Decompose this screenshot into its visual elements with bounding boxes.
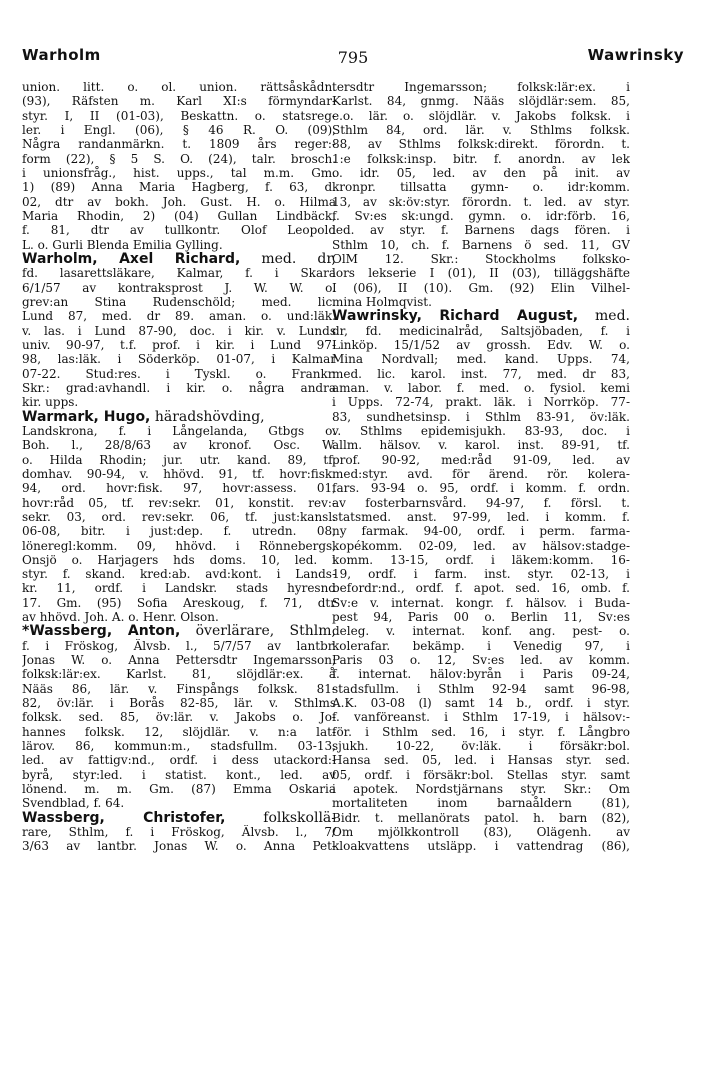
text-line: med:styr. avd. för ärend. rör. kolera-: [332, 466, 630, 481]
text-line: komm. 13-15, ordf. i läkem:komm. 16-: [332, 552, 630, 567]
text-line: Sv:e v. internat. kongr. f. hälsov. i Buda-: [332, 595, 630, 610]
text-line: f. internat. hälov:byrån i Paris 09-24,: [332, 667, 630, 682]
text-line: Mina Nordvall; med. kand. Upps. 74,: [332, 352, 630, 367]
text-line: hovr:råd 05, tf. rev:sekr. 01, konstit. rev:-: [22, 495, 336, 510]
text-line: f. Sv:es sk:ungd. gymn. o. idr:förb. 16,: [332, 208, 630, 223]
text-line: mina Holmqvist.: [332, 294, 432, 309]
text-line: Wawrinsky, Richard August, med.: [332, 309, 630, 324]
text-line: mortaliteten inom barnaåldern (81),: [332, 796, 630, 811]
text-line: för. i Sthlm sed. 16, i styr. f. Långbro: [332, 724, 630, 739]
text-line: e.o. lär. o. slöjdlär. v. Jakobs folksk. i: [332, 108, 630, 123]
text-line: folksk. sed. 85, öv:lär. v. Jakobs o. Jo-: [22, 710, 336, 725]
text-line: I (06), II (10). Gm. (92) Elin Vilhel-: [332, 280, 630, 295]
text-line: Paris 03 o. 12, Sv:es led. av komm.: [332, 653, 630, 668]
text-line: i apotek. Nordstjärnans styr. Skr.: Om: [332, 782, 630, 797]
text-line: i unionsfråg., hist. upps., tal m.m. Gm.: [22, 165, 336, 180]
text-line: Maria Rhodin, 2) (04) Gullan Lindbäck,: [22, 208, 336, 223]
text-line: Onsjö o. Harjagers hds doms. 10, led. i: [22, 552, 336, 567]
text-line: 1:e folksk:insp. bitr. f. anordn. av lek: [332, 151, 630, 166]
text-line: stadsfullm. i Sthlm 92-94 samt 96-98,: [332, 681, 630, 696]
running-head-left: Warholm: [22, 46, 101, 64]
text-line: kolerafar. bekämp. i Venedig 97, i: [332, 638, 630, 653]
entry-name: *Wassberg, Anton,: [22, 624, 181, 639]
text-line: sjukh. 10-22, öv:läk. i försäkr:bol.: [332, 739, 630, 754]
text-line: befordr:nd., ordf. f. apot. sed. 16, omb. f.: [332, 581, 630, 596]
text-line: *Wassberg, Anton, överlärare, Sthlm,: [22, 624, 336, 639]
text-line: Sthlm 10, ch. f. Barnens ö sed. 11, GV: [332, 237, 630, 252]
text-line: o. Hilda Rhodin; jur. utr. kand. 89, tf.: [22, 452, 336, 467]
text-line: av fosterbarnsvård. 94-97, f. försl. t.: [332, 495, 630, 510]
text-line: 19, ordf. i farm. inst. styr. 02-13, i: [332, 567, 630, 582]
text-line: Svendblad, f. 64.: [22, 796, 125, 811]
text-line: (93), Räfsten m. Karl XI:s förmyndar-: [22, 94, 336, 109]
text-line: Karlst. 84, gnmg. Nääs slöjdlär:sem. 85,: [332, 94, 630, 109]
text-line: Nääs 86, lär. v. Finspångs folksk. 81-: [22, 681, 336, 696]
text-line: Sthlm 84, ord. lär. v. Sthlms folksk.: [332, 122, 630, 137]
text-line: o. idr. 05, led. av den på init. av: [332, 165, 630, 180]
text-line: tersdtr Ingemarsson; folksk:lär:ex. i: [332, 80, 630, 94]
text-line: 07-22. Stud:res. i Tyskl. o. Frankr.: [22, 366, 336, 381]
text-line: Linköp. 15/1/52 av grossh. Edv. W. o.: [332, 337, 630, 352]
text-line: Bidr. t. mellanörats patol. h. barn (82),: [332, 810, 630, 825]
text-line: L. o. Gurli Blenda Emilia Gylling.: [22, 237, 223, 252]
entry-name: Wawrinsky, Richard August,: [332, 309, 579, 324]
text-line: led. av fattigv:nd., ordf. i dess utackord:-: [22, 753, 336, 768]
text-line: hannes folksk. 12, slöjdlär. v. n:a lat-: [22, 724, 336, 739]
text-line: i Upps. 72-74, prakt. läk. i Norrköp. 77-: [332, 395, 630, 410]
text-line: dr, fd. medicinalråd, Saltsjöbaden, f. i: [332, 323, 630, 338]
text-line: statsmed. anst. 97-99, led. i komm. f.: [332, 509, 630, 524]
text-line: kr. 11, ordf. i Landskr. stads hyresnd: [22, 581, 336, 596]
text-line: 05, ordf. i försäkr:bol. Stellas styr. samt: [332, 767, 630, 782]
text-line: Warmark, Hugo, häradshövding,: [22, 409, 265, 424]
text-line: ler. i Engl. (06), § 46 R. O. (09),: [22, 122, 336, 137]
text-line: f. i Fröskog, Älvsb. l., 5/7/57 av lantbr.: [22, 638, 336, 653]
left-column: [22, 80, 336, 854]
text-line: lors lekserie I (01), II (03), tilläggshäfte: [332, 266, 630, 281]
text-line: kloakvattens utsläpp. i vattendrag (86),: [332, 839, 630, 854]
text-line: folksk:lär:ex. Karlst. 81, slöjdlär:ex. å: [22, 667, 336, 682]
text-line: Lund 87, med. dr 89. aman. o. und:läk.: [22, 309, 336, 324]
text-line: 88, av Sthlms folksk:direkt. förordn. t.: [332, 137, 630, 152]
text-line: union. litt. o. ol. union. rättsåskådn.: [22, 80, 336, 94]
text-line: av hhövd. Joh. A. o. Henr. Olson.: [22, 610, 219, 625]
text-line: f. vanföreanst. i Sthlm 17-19, i hälsov:-: [332, 710, 630, 725]
text-line: v. las. i Lund 87-90, doc. i kir. v. Lunds: [22, 323, 336, 338]
text-line: univ. 90-97, t.f. prof. i kir. i Lund 97-: [22, 337, 336, 352]
text-line: Några randanmärkn. t. 1809 års reger:-: [22, 137, 336, 152]
text-line: 82, öv:lär. i Borås 82-85, lär. v. Sthlms: [22, 696, 336, 711]
text-line: med. lic. karol. inst. 77, med. dr 83,: [332, 366, 630, 381]
text-line: 17. Gm. (95) Sofia Areskoug, f. 71, dtr: [22, 595, 336, 610]
text-line: sekr. 03, ord. rev:sekr. 06, tf. just:kansl.: [22, 509, 336, 524]
text-line: f. 81, dtr av tullkontr. Olof Leopold: [22, 223, 336, 238]
text-line: form (22), § 5 S. O. (24), talr. brosch.: [22, 151, 336, 166]
running-head-right: Wawrinsky: [587, 46, 684, 64]
text-line: Skr.: grad:avhandl. i kir. o. några andra: [22, 380, 336, 395]
text-line: 83, sundhetsinsp. i Sthlm 83-91, öv:läk.: [332, 409, 630, 424]
text-line: lönend. m. m. Gm. (87) Emma Oskaria: [22, 782, 336, 797]
entry-name: Warmark, Hugo,: [22, 409, 151, 424]
text-line: kronpr. tillsatta gymn- o. idr:komm.: [332, 180, 630, 195]
text-line: aman. v. labor. f. med. o. fysiol. kemi: [332, 380, 630, 395]
text-line: Warholm, Axel Richard, med. dr,: [22, 251, 336, 267]
text-line: deleg. v. internat. konf. ang. pest- o.: [332, 624, 630, 639]
text-line: ny farmak. 94-00, ordf. i perm. farma-: [332, 524, 630, 539]
text-line: 94, ord. hovr:fisk. 97, hovr:assess. 01,: [22, 481, 336, 496]
text-line: fd. lasarettsläkare, Kalmar, f. i Skara: [22, 266, 336, 281]
text-line: led. av styr. f. Barnens dags fören. i: [332, 223, 630, 238]
text-line: pest 94, Paris 00 o. Berlin 11, Sv:es: [332, 610, 630, 625]
text-line: prof. 90-92, med:råd 91-09, led. av: [332, 452, 630, 467]
text-line: domhav. 90-94, v. hhövd. 91, tf. hovr:fisk.: [22, 466, 336, 481]
text-line: A.K. 03-08 (l) samt 14 b., ordf. i styr.: [332, 696, 630, 711]
text-line: OlM 12. Skr.: Stockholms folksko-: [332, 251, 630, 266]
text-line: Hansa sed. 05, led. i Hansas styr. sed.: [332, 753, 630, 768]
text-line: Jonas W. o. Anna Pettersdtr Ingemarsson;: [22, 653, 336, 668]
text-line: lärov. 86, kommun:m., stadsfullm. 03-13,: [22, 739, 336, 754]
page-number: 795: [337, 48, 369, 67]
text-line: löneregl:komm. 09, hhövd. i Rönnebergs,: [22, 538, 336, 553]
text-line: Om mjölkkontroll (83), Olägenh. av: [332, 825, 630, 840]
page-header: [22, 46, 684, 70]
text-line: fars. 93-94 o. 95, ordf. i komm. f. ordn.: [332, 481, 630, 496]
text-line: allm. hälsov. v. karol. inst. 89-91, tf.: [332, 438, 630, 453]
text-line: 98, las:läk. i Söderköp. 01-07, i Kalmar: [22, 352, 336, 367]
text-line: 1) (89) Anna Maria Hagberg, f. 63, d.: [22, 180, 336, 195]
text-line: 02, dtr av bokh. Joh. Gust. H. o. Hilma: [22, 194, 336, 209]
text-line: 06-08, bitr. i just:dep. f. utredn. 08,: [22, 524, 336, 539]
text-line: 13, av sk:öv:styr. förordn. t. led. av styr.: [332, 194, 630, 209]
text-line: styr. f. skand. kred:ab. avd:kont. i Lands-: [22, 567, 336, 582]
text-line: kir. upps.: [22, 395, 79, 410]
right-column: [332, 80, 630, 854]
text-line: v. Sthlms epidemisjukh. 83-93, doc. i: [332, 423, 630, 438]
entry-name: Wassberg, Christofer,: [22, 810, 226, 826]
text-line: styr. I, II (01-03), Beskattn. o. statsreg-: [22, 108, 336, 123]
text-line: 3/63 av lantbr. Jonas W. o. Anna Pet-: [22, 839, 336, 854]
text-line: grev:an Stina Rudenschöld; med. lic.: [22, 294, 336, 309]
text-line: kopékomm. 02-09, led. av hälsov:stadge-: [332, 538, 630, 553]
entry-name: Warholm, Axel Richard,: [22, 251, 241, 267]
text-line: rare, Sthlm, f. i Fröskog, Älvsb. l., 7/: [22, 825, 336, 840]
text-line: Wassberg, Christofer, folkskollä-: [22, 810, 336, 826]
text-line: Landskrona, f. i Långelanda, Gtbgs o.: [22, 423, 336, 438]
text-line: 6/1/57 av kontraksprost J. W. W. o.: [22, 280, 336, 295]
text-line: Boh. l., 28/8/63 av kronof. Osc. W.: [22, 438, 336, 453]
text-line: byrå, styr:led. i statist. kont., led. av: [22, 767, 336, 782]
